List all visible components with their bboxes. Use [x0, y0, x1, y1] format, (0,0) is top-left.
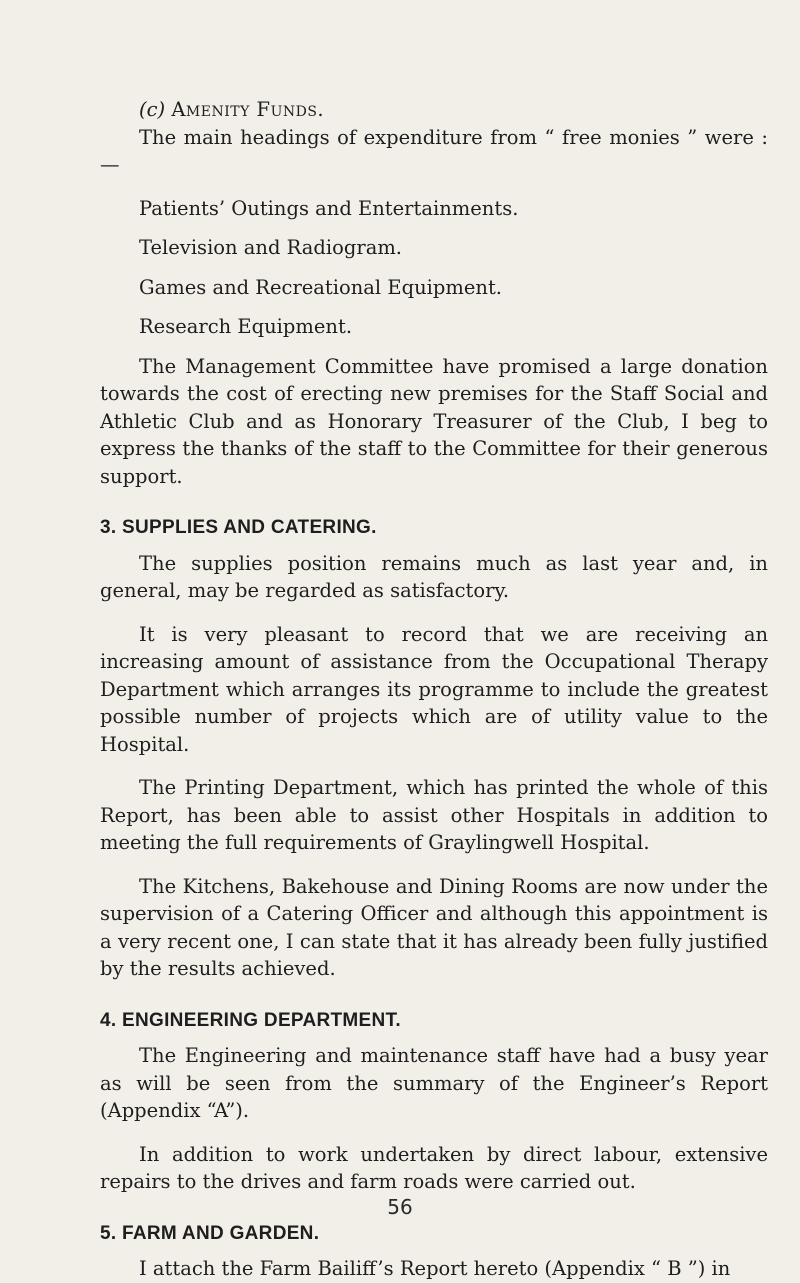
amenity-funds-heading [139, 96, 768, 124]
farm-heading: 5. FARM AND GARDEN. [100, 1222, 320, 1244]
list-item: Patients’ Outings and Entertainments. [139, 196, 519, 220]
printing-department-paragraph: The Printing Department, which has printed the whole of this Report, has been able to assist other Hospitals in addition to meeting the full requirements of Graylingwell Hospital. [100, 776, 768, 854]
subsection-label: (c) [139, 98, 166, 121]
page-number: 56 [387, 1195, 413, 1219]
farm-paragraph: I attach the Farm Bailiff’s Report hereto (Appendix “ B ”) in [139, 1257, 731, 1280]
engineering-heading: 4. ENGINEERING DEPARTMENT. [100, 1009, 401, 1031]
occupational-therapy-paragraph: It is very pleasant to record that we are receiving an increasing amount of assistance from the Occupational Therapy Department which arranges its programme to include the greatest possible number of projects which are of utility value to the Hospital. [100, 622, 768, 756]
list-item: Research Equipment. [139, 315, 353, 338]
document-page [100, 96, 768, 1283]
list-item: Games and Recreational Equipment. [139, 275, 502, 299]
subsection-title: Amenity Funds. [171, 98, 325, 121]
engineering-paragraph: The Engineering and maintenance staff have had a busy year as will be seen from the summary of the Engineer’s Report (Appendix “A”). [100, 1044, 768, 1122]
amenity-intro: The main headings of expenditure from “ free monies ” were :— [100, 125, 768, 176]
kitchens-paragraph: The Kitchens, Bakehouse and Dining Rooms are now under the supervision of a Catering Officer and although this appointment is a very recent one, I can state that it has already been fully justified by the results achieved. [100, 874, 768, 980]
supplies-heading: 3. SUPPLIES AND CATERING. [100, 517, 377, 538]
direct-labour-paragraph: In addition to work undertaken by direct labour, extensive repairs to the drives and farm roads were carried out. [100, 1142, 768, 1193]
supplies-paragraph: The supplies position remains much as last year and, in general, may be regarded as satisfactory. [100, 551, 768, 602]
list-item: Television and Radiogram. [139, 236, 403, 259]
management-committee-paragraph: The Management Committee have promised a large donation towards the cost of erecting new premises for the Staff Social and Athletic Club and as Honorary Treasurer of the Club, I beg to express the thanks of the staff to the Committee for their generous support. [100, 354, 768, 488]
expenditure-list [139, 195, 768, 341]
